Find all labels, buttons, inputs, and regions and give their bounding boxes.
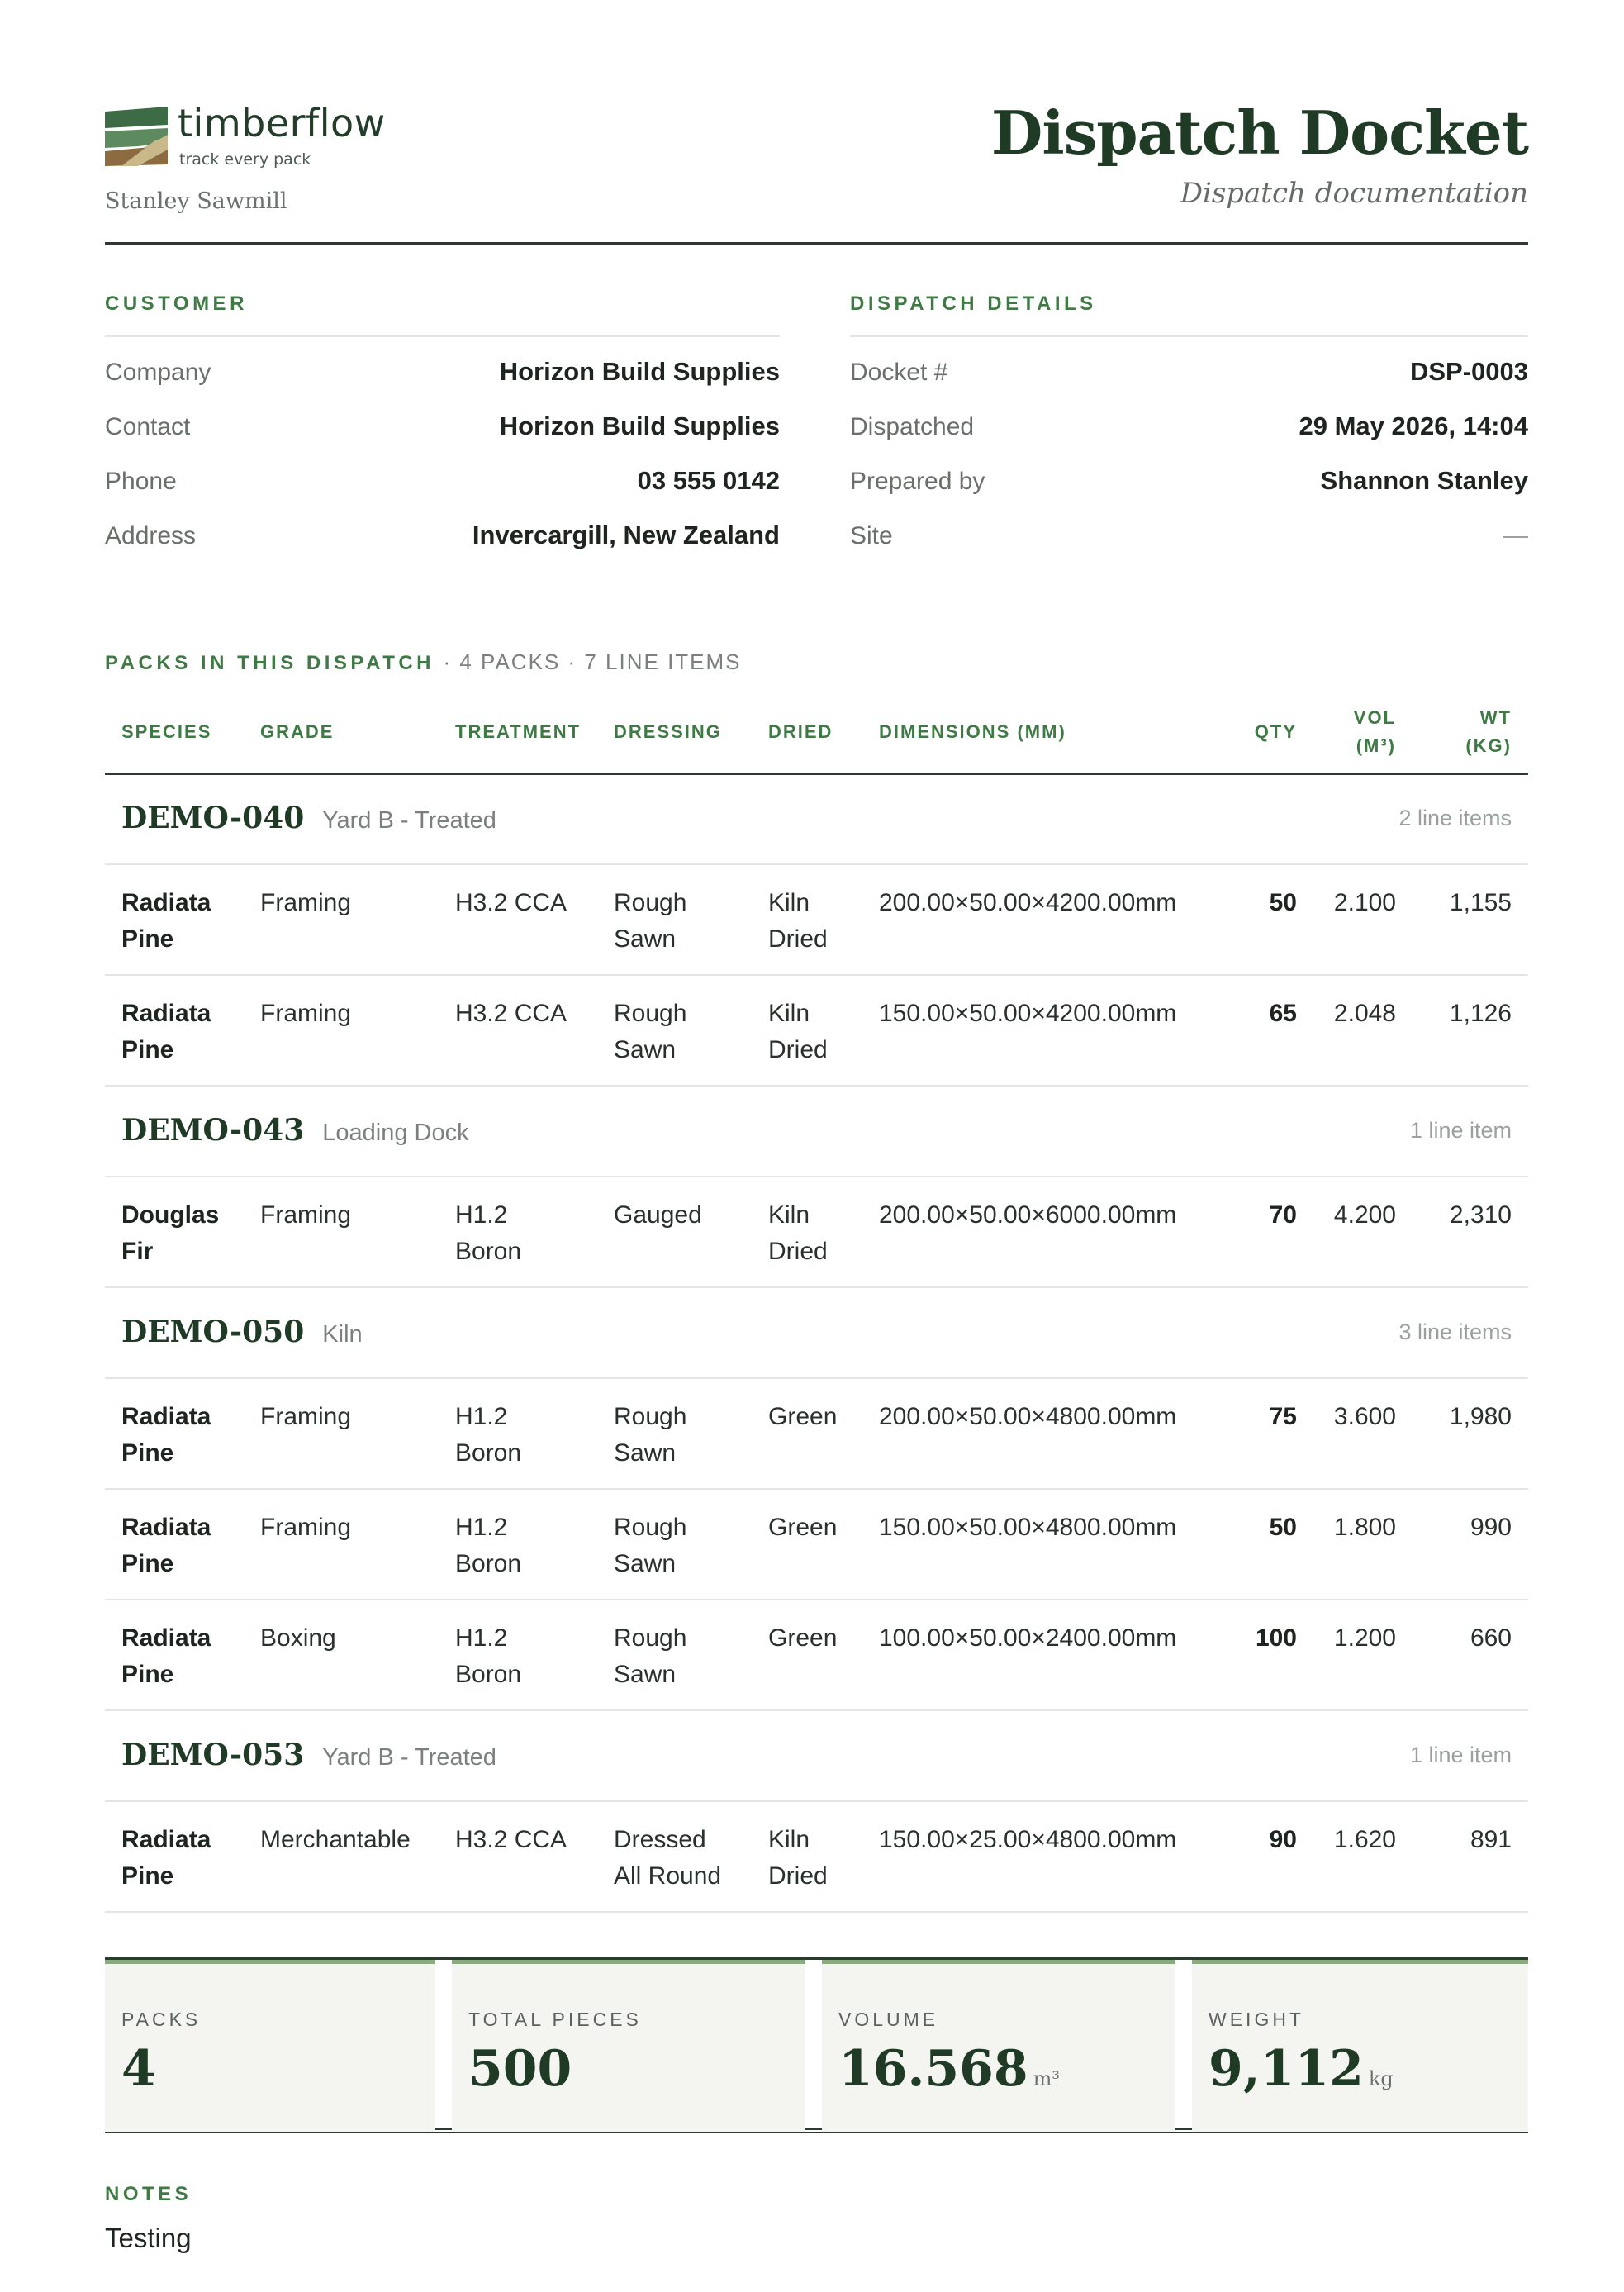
volume-cell-text: 1.200: [1333, 1624, 1396, 1652]
qty-cell: [1226, 1600, 1305, 1710]
docket-number-value: DSP-0003: [1409, 357, 1528, 386]
dimensions-cell: [862, 1600, 1226, 1710]
dried-cell: [752, 975, 862, 1086]
grade-cell-text: Merchantable: [260, 1826, 411, 1853]
grade-cell: [244, 1378, 439, 1489]
notes-heading: NOTES: [105, 2183, 192, 2205]
document-subtitle: Dispatch documentation: [1180, 177, 1528, 210]
field-label: Address: [105, 522, 197, 549]
site-row: [850, 501, 1528, 555]
customer-company-value: Horizon Build Supplies: [499, 357, 780, 386]
treatment-cell-text: Boron: [455, 1661, 522, 1688]
treatment-cell-text: Boron: [455, 1439, 522, 1467]
dried-cell-text: Green: [768, 1514, 838, 1541]
treatment-cell-text: Boron: [455, 1550, 522, 1577]
volume-cell-text: 4.200: [1333, 1201, 1396, 1229]
dressing-cell-text: All Round: [614, 1862, 722, 1890]
volume-cell-text: 2.100: [1333, 889, 1396, 916]
column-header-dried: DRIED: [752, 692, 862, 773]
brand-logo: [105, 101, 435, 170]
prepared-by-value: Shannon Stanley: [1320, 466, 1528, 495]
field-label: Company: [105, 359, 211, 386]
dimensions-cell-text: 100.00×50.00×2400.00mm: [879, 1624, 1177, 1652]
dried-cell-text: Kiln: [768, 1000, 810, 1027]
volume-cell-text: 2.048: [1333, 1000, 1396, 1027]
dried-cell: [752, 1600, 862, 1710]
species-cell-text: Radiata: [121, 1000, 211, 1027]
customer-section: [105, 292, 780, 555]
weight-cell-text: 1,155: [1449, 889, 1512, 916]
dried-cell: [752, 1177, 862, 1287]
dressing-cell: [597, 1378, 752, 1489]
dressing-cell-text: Rough: [614, 1514, 687, 1541]
treatment-cell: [439, 1801, 597, 1912]
qty-cell-text: 90: [1269, 1826, 1297, 1853]
treatment-cell-text: H3.2 CCA: [455, 1826, 567, 1853]
pack-id: DEMO-040: [121, 800, 305, 835]
summary-weight-number: 9,112: [1209, 2040, 1364, 2098]
packs-section-title: PACKS IN THIS DISPATCH: [105, 652, 435, 674]
field-label: Site: [850, 522, 893, 549]
summary-pieces-label: TOTAL PIECES: [468, 2009, 642, 2030]
dimensions-cell-text: 150.00×25.00×4800.00mm: [879, 1826, 1177, 1853]
document-header: [105, 97, 1528, 245]
pack-group-cell: [105, 773, 1528, 864]
prepared-by-row: [850, 446, 1528, 501]
volume-cell: [1305, 1378, 1404, 1489]
timberflow-logo-icon: [105, 107, 168, 166]
field-label: Phone: [105, 468, 177, 495]
grade-cell-text: Boxing: [260, 1624, 336, 1652]
species-cell-text: Radiata: [121, 1826, 211, 1853]
column-header-dimensions: DIMENSIONS (MM): [862, 692, 1226, 773]
dressing-cell-text: Sawn: [614, 1550, 677, 1577]
treatment-cell-text: H3.2 CCA: [455, 889, 567, 916]
column-header-volume-line2: (M³): [1356, 735, 1396, 757]
table-row: [105, 1600, 1528, 1710]
dimensions-cell-text: 150.00×50.00×4200.00mm: [879, 1000, 1177, 1027]
grade-cell-text: Framing: [260, 1514, 352, 1541]
dispatch-details-heading: DISPATCH DETAILS: [850, 292, 1528, 337]
pack-line-count: 2 line items: [1398, 805, 1512, 830]
dressing-cell: [597, 1177, 752, 1287]
dried-cell: [752, 1378, 862, 1489]
dressing-cell-text: Rough: [614, 1624, 687, 1652]
packs-section-meta: · 4 PACKS · 7 LINE ITEMS: [443, 649, 742, 674]
customer-address-row: [105, 501, 780, 555]
dried-cell: [752, 1801, 862, 1912]
grade-cell: [244, 864, 439, 975]
species-cell: [105, 1378, 244, 1489]
customer-contact-value: Horizon Build Supplies: [499, 411, 780, 440]
dimensions-cell-text: 200.00×50.00×6000.00mm: [879, 1201, 1177, 1229]
dried-cell-text: Dried: [768, 925, 828, 953]
summary-weight-value: [1209, 2040, 1394, 2098]
document-title: Dispatch Docket: [990, 97, 1528, 168]
weight-cell: [1404, 1801, 1528, 1912]
brand-wordmark: timberflow: [178, 101, 386, 145]
grade-cell: [244, 1489, 439, 1600]
dressing-cell-text: Sawn: [614, 1439, 677, 1467]
qty-cell: [1226, 1489, 1305, 1600]
table-row: [105, 1177, 1528, 1287]
dried-cell: [752, 1489, 862, 1600]
column-header-treatment: TREATMENT: [439, 692, 597, 773]
column-header-grade: GRADE: [244, 692, 439, 773]
species-cell-text: Radiata: [121, 1403, 211, 1430]
species-cell: [105, 1600, 244, 1710]
species-cell-text: Douglas: [121, 1201, 220, 1229]
volume-cell-text: 1.800: [1333, 1514, 1396, 1541]
grade-cell: [244, 1177, 439, 1287]
table-row: [105, 1489, 1528, 1600]
customer-phone-value: 03 555 0142: [637, 466, 780, 495]
treatment-cell-text: H3.2 CCA: [455, 1000, 567, 1027]
grade-cell: [244, 1801, 439, 1912]
dimensions-cell: [862, 1489, 1226, 1600]
summary-weight-unit: kg: [1368, 2067, 1394, 2090]
dried-cell-text: Kiln: [768, 889, 810, 916]
treatment-cell-text: H1.2: [455, 1624, 508, 1652]
customer-phone-row: [105, 446, 780, 501]
pack-location: Yard B - Treated: [322, 1743, 496, 1771]
species-cell-text: Pine: [121, 1439, 174, 1467]
weight-cell: [1404, 1489, 1528, 1600]
summary-packs-number: 4: [121, 2040, 156, 2098]
summary-packs-value: [121, 2040, 156, 2098]
summary-pieces-number: 500: [468, 2040, 572, 2098]
table-row: [105, 864, 1528, 975]
species-cell: [105, 1177, 244, 1287]
table-row: [105, 975, 1528, 1086]
qty-cell-text: 50: [1269, 889, 1297, 916]
pack-location: Kiln: [322, 1320, 363, 1348]
pack-group-cell: [105, 1086, 1528, 1177]
species-cell-text: Fir: [121, 1238, 154, 1265]
dressing-cell-text: Gauged: [614, 1201, 702, 1229]
weight-cell: [1404, 1378, 1528, 1489]
summary-pieces-value: [468, 2040, 572, 2098]
table-row: [105, 1378, 1528, 1489]
customer-address-value: Invercargill, New Zealand: [472, 521, 780, 549]
weight-cell-text: 660: [1470, 1624, 1512, 1652]
qty-cell: [1226, 864, 1305, 975]
summary-weight-card: [1192, 1960, 1528, 2132]
dried-cell-text: Dried: [768, 1238, 828, 1265]
dimensions-cell: [862, 1177, 1226, 1287]
treatment-cell-text: H1.2: [455, 1514, 508, 1541]
weight-cell-text: 1,126: [1449, 1000, 1512, 1027]
weight-cell: [1404, 1600, 1528, 1710]
grade-cell-text: Framing: [260, 1403, 352, 1430]
summary-volume-unit: m³: [1033, 2067, 1061, 2090]
treatment-cell-text: H1.2: [455, 1201, 508, 1229]
summary-volume-label: VOLUME: [838, 2009, 939, 2030]
customer-contact-row: [105, 392, 780, 446]
dimensions-cell-text: 200.00×50.00×4800.00mm: [879, 1403, 1177, 1430]
weight-cell-text: 2,310: [1449, 1201, 1512, 1229]
treatment-cell: [439, 1489, 597, 1600]
pack-group-row: [105, 1710, 1528, 1801]
column-header-dressing: DRESSING: [597, 692, 752, 773]
dried-cell-text: Green: [768, 1403, 838, 1430]
pack-location: Yard B - Treated: [322, 806, 496, 834]
dressing-cell: [597, 1600, 752, 1710]
species-cell-text: Radiata: [121, 1624, 211, 1652]
column-header-volume-line1: VOL: [1353, 707, 1396, 729]
field-label: Docket #: [850, 359, 948, 386]
volume-cell: [1305, 1801, 1404, 1912]
qty-cell: [1226, 1378, 1305, 1489]
dried-cell-text: Kiln: [768, 1826, 810, 1853]
dressing-cell: [597, 975, 752, 1086]
treatment-cell: [439, 1378, 597, 1489]
column-header-weight: [1404, 692, 1528, 773]
grade-cell: [244, 975, 439, 1086]
qty-cell: [1226, 1801, 1305, 1912]
species-cell-text: Radiata: [121, 889, 211, 916]
packs-table-body: [105, 773, 1528, 1912]
docket-number-row: [850, 337, 1528, 392]
treatment-cell: [439, 1600, 597, 1710]
organisation-name: Stanley Sawmill: [105, 188, 287, 214]
volume-cell-text: 1.620: [1333, 1826, 1396, 1853]
pack-line-count: 3 line items: [1398, 1319, 1512, 1344]
grade-cell: [244, 1600, 439, 1710]
notes-text: Testing: [105, 2223, 192, 2253]
pack-line-count: 1 line item: [1409, 1742, 1512, 1767]
species-cell: [105, 1801, 244, 1912]
dried-cell-text: Dried: [768, 1862, 828, 1890]
pack-group-row: [105, 1086, 1528, 1177]
dried-cell: [752, 864, 862, 975]
grade-cell-text: Framing: [260, 1201, 352, 1229]
dimensions-cell-text: 200.00×50.00×4200.00mm: [879, 889, 1177, 916]
species-cell: [105, 864, 244, 975]
dimensions-cell: [862, 864, 1226, 975]
site-value: —: [1503, 521, 1528, 549]
volume-cell: [1305, 864, 1404, 975]
pack-group-row: [105, 773, 1528, 864]
summary-volume-card: [822, 1960, 1175, 2132]
dressing-cell: [597, 864, 752, 975]
species-cell-text: Pine: [121, 1036, 174, 1063]
species-cell-text: Pine: [121, 1661, 174, 1688]
summary-volume-value: [838, 2040, 1060, 2098]
customer-company-row: [105, 337, 780, 392]
species-cell-text: Radiata: [121, 1514, 211, 1541]
dimensions-cell-text: 150.00×50.00×4800.00mm: [879, 1514, 1177, 1541]
pack-group-row: [105, 1287, 1528, 1378]
dried-cell-text: Green: [768, 1624, 838, 1652]
species-cell-text: Pine: [121, 1862, 174, 1890]
weight-cell-text: 891: [1470, 1826, 1512, 1853]
weight-cell: [1404, 864, 1528, 975]
pack-id: DEMO-053: [121, 1737, 305, 1772]
dispatch-docket-page: [105, 0, 1528, 2292]
dressing-cell-text: Rough: [614, 1000, 687, 1027]
pack-id: DEMO-050: [121, 1314, 305, 1349]
qty-cell: [1226, 975, 1305, 1086]
dressing-cell-text: Sawn: [614, 1661, 677, 1688]
volume-cell: [1305, 1489, 1404, 1600]
dispatch-details-section: [850, 292, 1528, 555]
dried-cell-text: Dried: [768, 1036, 828, 1063]
table-row: [105, 1801, 1528, 1912]
volume-cell: [1305, 1600, 1404, 1710]
weight-cell-text: 1,980: [1449, 1403, 1512, 1430]
treatment-cell: [439, 975, 597, 1086]
summary-packs-card: [105, 1960, 435, 2132]
dispatched-value: 29 May 2026, 14:04: [1299, 411, 1528, 440]
column-header-qty: QTY: [1226, 692, 1305, 773]
packs-heading: [105, 649, 742, 675]
qty-cell-text: 100: [1255, 1624, 1297, 1652]
dressing-cell-text: Sawn: [614, 925, 677, 953]
treatment-cell: [439, 1177, 597, 1287]
field-label: Dispatched: [850, 413, 975, 440]
dressing-cell-text: Rough: [614, 889, 687, 916]
treatment-cell: [439, 864, 597, 975]
column-header-species: SPECIES: [105, 692, 244, 773]
dimensions-cell: [862, 1378, 1226, 1489]
pack-group-cell: [105, 1287, 1528, 1378]
column-header-volume: [1305, 692, 1404, 773]
summary-volume-number: 16.568: [838, 2040, 1028, 2098]
weight-cell: [1404, 1177, 1528, 1287]
column-header-weight-line2: (KG): [1465, 735, 1512, 757]
pack-line-count: 1 line item: [1409, 1117, 1512, 1143]
volume-cell-text: 3.600: [1333, 1403, 1396, 1430]
species-cell: [105, 975, 244, 1086]
summary-weight-label: WEIGHT: [1209, 2009, 1304, 2030]
dimensions-cell: [862, 1801, 1226, 1912]
dimensions-cell: [862, 975, 1226, 1086]
weight-cell: [1404, 975, 1528, 1086]
column-header-weight-line1: WT: [1479, 707, 1512, 729]
qty-cell: [1226, 1177, 1305, 1287]
dressing-cell-text: Rough: [614, 1403, 687, 1430]
dressing-cell: [597, 1489, 752, 1600]
species-cell-text: Pine: [121, 1550, 174, 1577]
dispatched-row: [850, 392, 1528, 446]
grade-cell-text: Framing: [260, 1000, 352, 1027]
qty-cell-text: 75: [1269, 1403, 1297, 1430]
grade-cell-text: Framing: [260, 889, 352, 916]
pack-location: Loading Dock: [322, 1119, 469, 1146]
dressing-cell-text: Sawn: [614, 1036, 677, 1063]
treatment-cell-text: H1.2: [455, 1403, 508, 1430]
dressing-cell: [597, 1801, 752, 1912]
dried-cell-text: Kiln: [768, 1201, 810, 1229]
summary-packs-label: PACKS: [121, 2009, 202, 2030]
pack-id: DEMO-043: [121, 1112, 305, 1148]
volume-cell: [1305, 1177, 1404, 1287]
packs-table: [105, 692, 1528, 1913]
weight-cell-text: 990: [1470, 1514, 1512, 1541]
brand-tagline: track every pack: [179, 150, 311, 169]
qty-cell-text: 50: [1269, 1514, 1297, 1541]
field-label: Prepared by: [850, 468, 985, 495]
customer-heading: CUSTOMER: [105, 292, 780, 337]
qty-cell-text: 65: [1269, 1000, 1297, 1027]
species-cell-text: Pine: [121, 925, 174, 953]
dispatch-summary: [105, 1957, 1528, 2133]
field-label: Contact: [105, 413, 191, 440]
species-cell: [105, 1489, 244, 1600]
dressing-cell-text: Dressed: [614, 1826, 706, 1853]
summary-pieces-card: [452, 1960, 805, 2132]
table-header-row: [105, 692, 1528, 773]
pack-group-cell: [105, 1710, 1528, 1801]
volume-cell: [1305, 975, 1404, 1086]
qty-cell-text: 70: [1269, 1201, 1297, 1229]
treatment-cell-text: Boron: [455, 1238, 522, 1265]
